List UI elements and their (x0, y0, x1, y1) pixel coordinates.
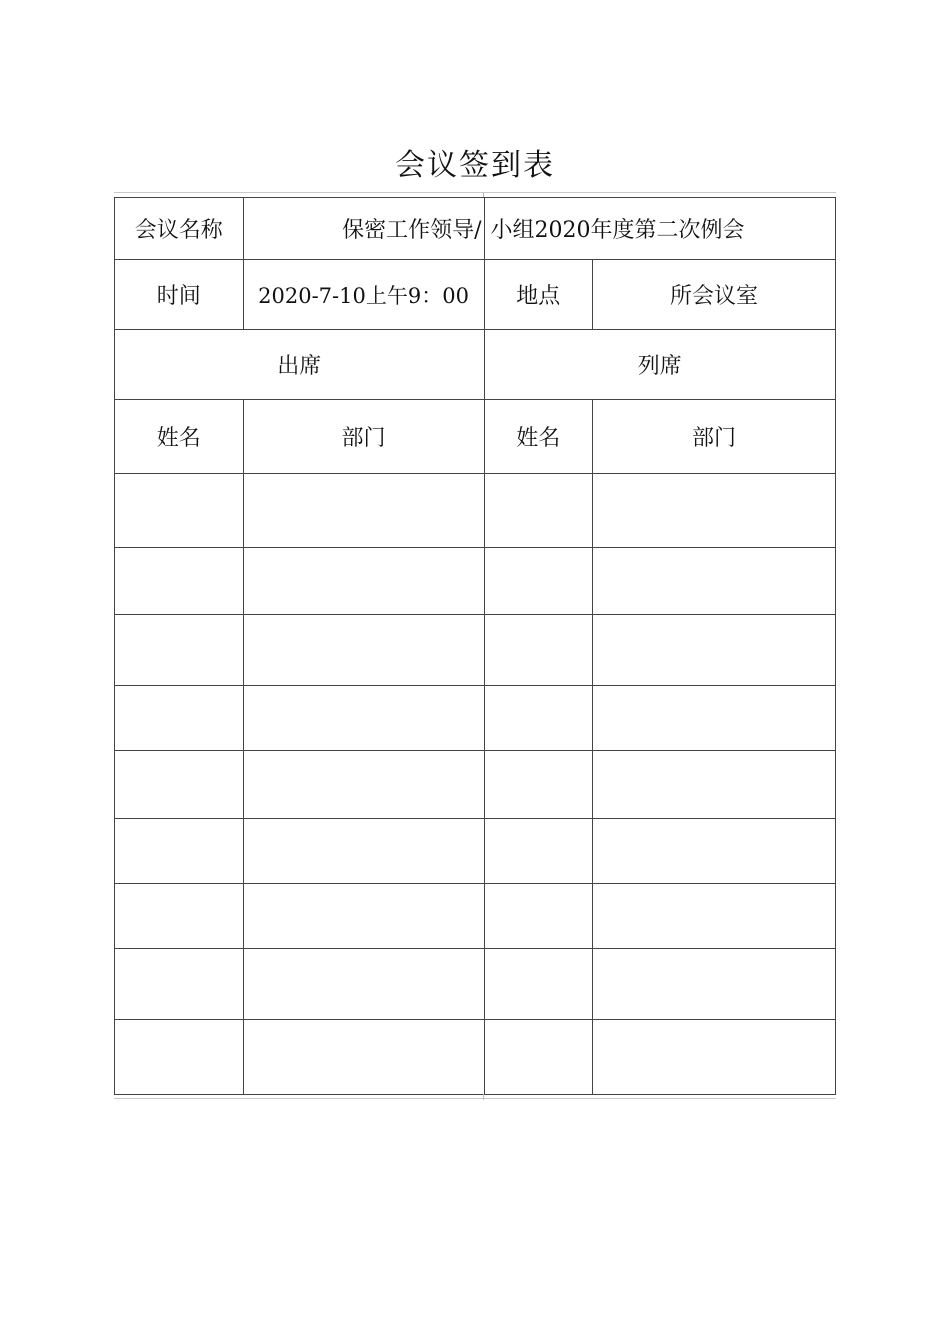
observe-dept-cell[interactable] (592, 474, 835, 548)
signature-row (115, 615, 836, 686)
meeting-name-label: 会议名称 (115, 198, 244, 260)
table-frame-bottom (114, 1098, 836, 1099)
document-title: 会议签到表 (395, 148, 555, 183)
observe-name-cell[interactable] (484, 751, 592, 819)
observe-dept-cell[interactable] (592, 1020, 835, 1095)
meeting-name-value-part2: 小组2020年度第二次例会 (484, 198, 835, 260)
observe-dept-cell[interactable] (592, 884, 835, 949)
attend-dept-header: 部门 (243, 400, 484, 474)
observe-name-header: 姓名 (484, 400, 592, 474)
observe-dept-cell[interactable] (592, 819, 835, 884)
attend-name-cell[interactable] (115, 949, 244, 1020)
signature-row (115, 884, 836, 949)
observe-dept-cell[interactable] (592, 751, 835, 819)
signature-row (115, 686, 836, 751)
attend-name-cell[interactable] (115, 884, 244, 949)
observe-dept-header: 部门 (592, 400, 835, 474)
observe-name-cell[interactable] (484, 615, 592, 686)
observe-section-header: 列席 (484, 330, 835, 400)
column-header-row (115, 400, 836, 474)
attend-dept-cell[interactable] (243, 819, 484, 884)
observe-name-cell[interactable] (484, 949, 592, 1020)
signature-row (115, 474, 836, 548)
observe-name-cell[interactable] (484, 884, 592, 949)
attend-name-cell[interactable] (115, 615, 244, 686)
attend-dept-cell[interactable] (243, 884, 484, 949)
attend-dept-cell[interactable] (243, 751, 484, 819)
meeting-name-row (115, 198, 836, 260)
observe-name-cell[interactable] (484, 1020, 592, 1095)
time-place-row (115, 260, 836, 330)
observe-dept-cell[interactable] (592, 548, 835, 615)
attend-name-cell[interactable] (115, 751, 244, 819)
section-row (115, 330, 836, 400)
attend-dept-cell[interactable] (243, 686, 484, 751)
attend-name-cell[interactable] (115, 548, 244, 615)
observe-dept-cell[interactable] (592, 686, 835, 751)
attend-section-header: 出席 (115, 330, 485, 400)
attend-name-cell[interactable] (115, 1020, 244, 1095)
time-value: 2020-7-10上午9：00 (243, 260, 484, 330)
time-label: 时间 (115, 260, 244, 330)
attend-dept-cell[interactable] (243, 1020, 484, 1095)
observe-dept-cell[interactable] (592, 949, 835, 1020)
signature-row (115, 949, 836, 1020)
signature-row (115, 751, 836, 819)
attend-name-cell[interactable] (115, 819, 244, 884)
observe-name-cell[interactable] (484, 548, 592, 615)
observe-dept-cell[interactable] (592, 615, 835, 686)
place-value: 所会议室 (592, 260, 835, 330)
table-frame-top (114, 192, 836, 193)
attend-dept-cell[interactable] (243, 949, 484, 1020)
signature-row (115, 548, 836, 615)
signature-row (115, 819, 836, 884)
attend-dept-cell[interactable] (243, 548, 484, 615)
frame-tick-bottom (483, 1094, 484, 1100)
sign-in-table (114, 197, 836, 1095)
meeting-name-value-part1: 保密工作领导/ (243, 198, 484, 260)
signature-row (115, 1020, 836, 1095)
attend-name-cell[interactable] (115, 474, 244, 548)
attend-dept-cell[interactable] (243, 615, 484, 686)
observe-name-cell[interactable] (484, 686, 592, 751)
observe-name-cell[interactable] (484, 474, 592, 548)
attend-name-header: 姓名 (115, 400, 244, 474)
observe-name-cell[interactable] (484, 819, 592, 884)
signature-rows (115, 474, 836, 1095)
place-label: 地点 (484, 260, 592, 330)
attend-dept-cell[interactable] (243, 474, 484, 548)
attend-name-cell[interactable] (115, 686, 244, 751)
